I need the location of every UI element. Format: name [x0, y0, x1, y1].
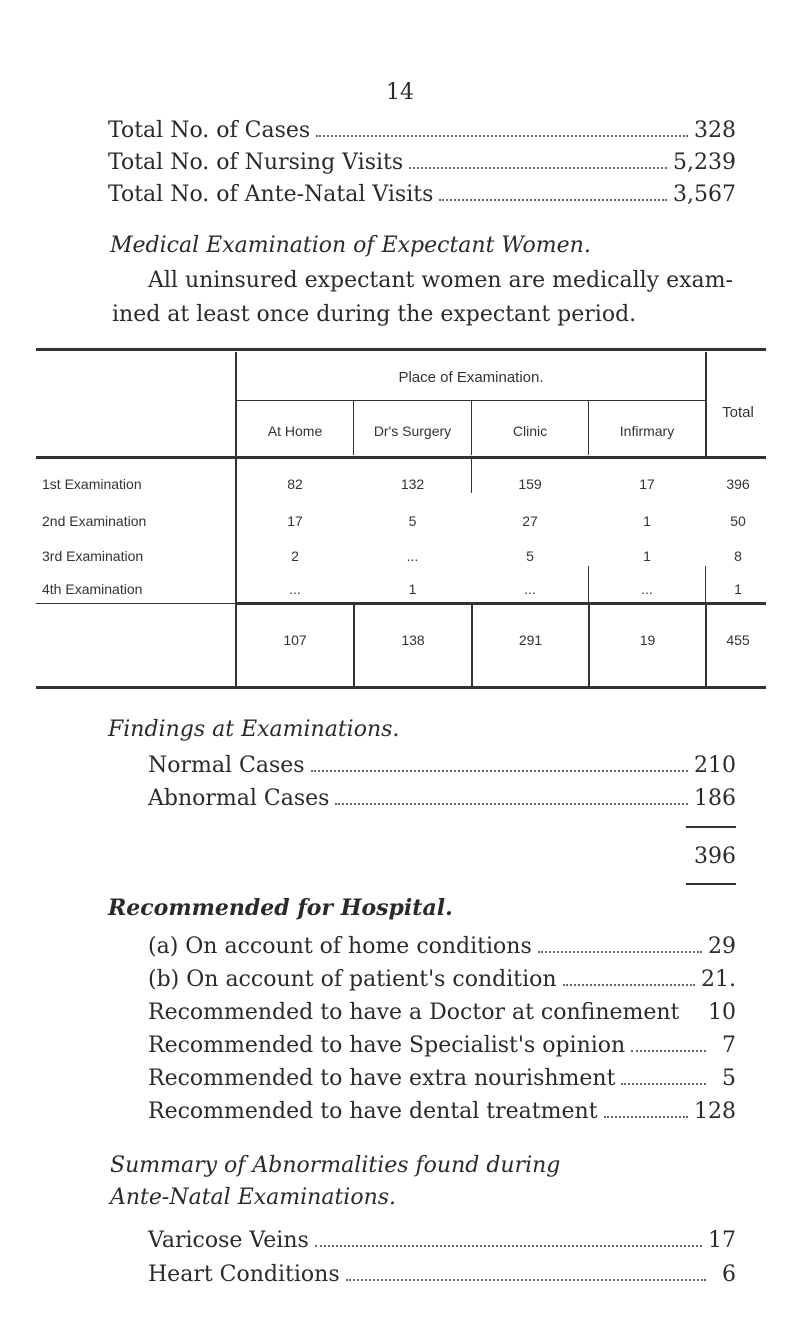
leader-dots: [631, 1049, 706, 1052]
recommended-specialist: [148, 1033, 736, 1058]
recommended-item-label: Recommended to have Specialist's opinion: [148, 1033, 626, 1058]
column-header-at-home: At Home: [267, 423, 323, 439]
findings-total: 396: [694, 844, 736, 869]
leader-dots: [604, 1115, 688, 1118]
recommended-item-value: 128: [694, 1099, 736, 1124]
varicose-veins-row: [148, 1228, 736, 1253]
normal-cases-label: Normal Cases: [148, 753, 305, 778]
summary-heading-line-1: Summary of Abnormalities found during: [110, 1153, 561, 1178]
recommended-item-label: Recommended to have dental treatment: [148, 1099, 598, 1124]
normal-cases-row: [148, 753, 736, 778]
table-vline: [705, 406, 707, 456]
recommended-dental: [148, 1099, 736, 1124]
row-label-2nd: 2nd Examination: [42, 513, 147, 529]
leader-dots: [685, 1018, 702, 1019]
total-infirmary: 19: [639, 632, 656, 648]
recommended-heading: Recommended for Hospital.: [108, 895, 453, 921]
recommended-nourishment: [148, 1066, 736, 1091]
table-top-rule: [36, 348, 766, 351]
medical-exam-line-1: All uninsured expectant women are medically exam-: [148, 268, 733, 293]
table-vline: [235, 459, 237, 604]
row-label-1st: 1st Examination: [42, 476, 142, 492]
total-cases-label: Total No. of Cases: [108, 118, 311, 143]
table-vline: [705, 352, 707, 406]
total-antenatal-visits-value: 3,567: [673, 182, 736, 207]
leader-dots: [538, 950, 702, 953]
normal-cases-value: 210: [694, 753, 736, 778]
recommended-item-b: [148, 967, 736, 992]
totals-top-rule: [36, 603, 236, 604]
cell-2nd-clinic: 27: [522, 513, 538, 529]
leader-dots: [563, 983, 695, 986]
column-header-infirmary: Infirmary: [619, 423, 675, 439]
medical-exam-line-2: ined at least once during the expectant period.: [112, 302, 637, 327]
medical-exam-heading: Medical Examination of Expectant Women.: [110, 233, 591, 258]
sum-rule: [686, 883, 736, 885]
total-clinic: 291: [518, 632, 543, 648]
cell-4th-at-home: ...: [289, 581, 301, 597]
cell-4th-total: 1: [734, 581, 742, 597]
cell-3rd-clinic: 5: [526, 548, 534, 564]
table-vline: [588, 566, 589, 604]
cell-2nd-drs-surgery: 5: [408, 513, 417, 529]
heart-conditions-value: 6: [722, 1262, 736, 1287]
leader-dots: [621, 1082, 706, 1085]
varicose-veins-label: Varicose Veins: [148, 1228, 309, 1253]
recommended-item-value: 29: [708, 934, 736, 959]
recommended-doctor-confinement: [148, 1000, 736, 1025]
totals-top-rule: [236, 602, 766, 605]
total-drs-surgery: 138: [401, 632, 425, 648]
recommended-item-label: (a) On account of home conditions: [148, 934, 532, 959]
total-at-home: 107: [283, 632, 307, 648]
cell-4th-clinic: ...: [524, 581, 536, 597]
row-label-4th: 4th Examination: [42, 581, 143, 597]
cell-1st-total: 396: [726, 476, 750, 492]
heart-conditions-row: [148, 1262, 736, 1287]
column-header-clinic: Clinic: [512, 423, 548, 439]
recommended-item-label: Recommended to have extra nourishment: [148, 1066, 616, 1091]
abnormal-cases-value: 186: [694, 786, 736, 811]
total-antenatal-visits-label: Total No. of Ante-Natal Visits: [108, 182, 434, 207]
abnormal-cases-row: [148, 786, 736, 811]
varicose-veins-value: 17: [708, 1228, 736, 1253]
recommended-item-value: 21.: [701, 967, 736, 992]
table-bottom-rule: [36, 686, 766, 689]
header-bottom-rule: [36, 456, 766, 459]
recommended-item-a: [148, 934, 736, 959]
total-nursing-visits-label: Total No. of Nursing Visits: [108, 150, 404, 175]
cell-2nd-at-home: 17: [287, 513, 303, 529]
abnormal-cases-label: Abnormal Cases: [148, 786, 330, 811]
cell-4th-infirmary: ...: [641, 581, 653, 597]
cell-2nd-infirmary: 1: [643, 513, 651, 529]
cell-2nd-total: 50: [730, 513, 746, 529]
cell-4th-drs-surgery: 1: [408, 581, 417, 597]
total-cases-value: 328: [694, 118, 736, 143]
leader-dots: [315, 1244, 702, 1247]
cell-3rd-total: 8: [734, 548, 742, 564]
total-nursing-visits-value: 5,239: [673, 150, 736, 175]
page-number: 14: [386, 80, 414, 105]
summary-heading-line-2: Ante-Natal Examinations.: [110, 1185, 397, 1210]
leader-dots: [335, 802, 688, 805]
recommended-item-label: (b) On account of patient's condition: [148, 967, 557, 992]
cell-1st-clinic: 159: [518, 476, 542, 492]
sum-rule: [686, 826, 736, 828]
recommended-item-value: 10: [708, 1000, 736, 1025]
recommended-item-label: Recommended to have a Doctor at confinement: [148, 1000, 680, 1025]
total-header: Total: [722, 404, 754, 421]
table-vline: [705, 566, 706, 604]
cell-3rd-at-home: 2: [291, 548, 299, 564]
cell-1st-infirmary: 17: [639, 476, 655, 492]
leader-dots: [346, 1278, 706, 1281]
cell-3rd-infirmary: 1: [643, 548, 651, 564]
table-vline: [471, 459, 472, 493]
cell-1st-at-home: 82: [287, 476, 303, 492]
cell-3rd-drs-surgery: ...: [406, 548, 419, 564]
place-of-examination-header: Place of Examination.: [398, 369, 544, 386]
cell-1st-drs-surgery: 132: [400, 476, 425, 492]
column-header-drs-surgery: Dr's Surgery: [373, 423, 452, 439]
findings-heading: Findings at Examinations.: [108, 717, 400, 742]
leader-dots: [311, 769, 688, 772]
recommended-item-value: 7: [722, 1033, 736, 1058]
grand-total: 455: [726, 632, 750, 648]
recommended-item-value: 5: [722, 1066, 736, 1091]
row-label-3rd: 3rd Examination: [42, 548, 144, 564]
heart-conditions-label: Heart Conditions: [148, 1262, 340, 1287]
